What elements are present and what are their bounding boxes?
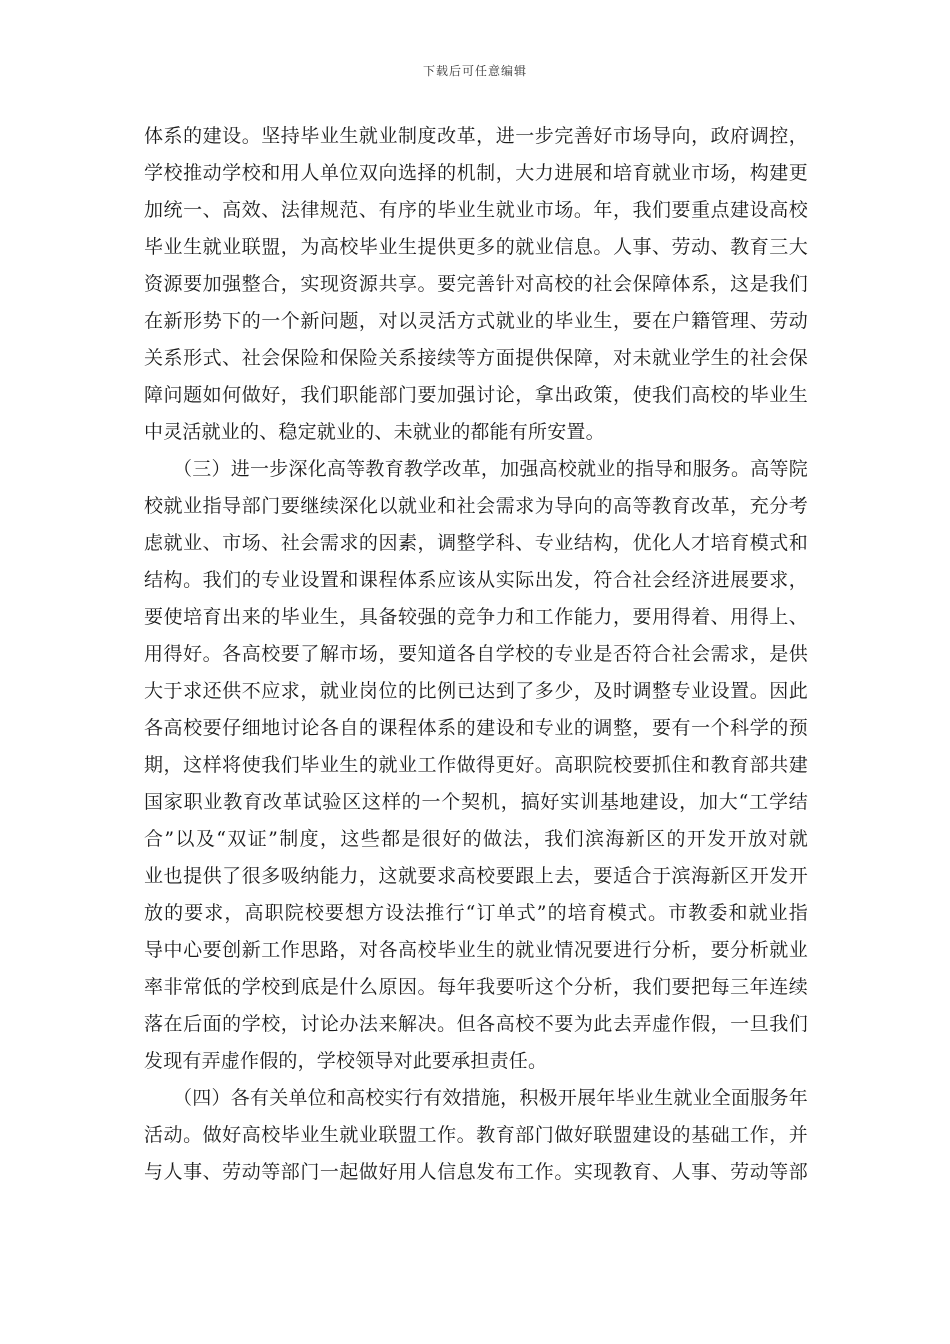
text-line: 结构。我们的专业设置和课程体系应该从实际出发，符合社会经济进展要求，	[144, 569, 808, 591]
text-line: 落在后面的学校，讨论办法来解决。但各高校不要为此去弄虚作假，一旦我们	[144, 1013, 808, 1035]
text-line: 大于求还供不应求，就业岗位的比例已达到了多少，及时调整专业设置。因此	[144, 680, 808, 702]
text-line: 虑就业、市场、社会需求的因素，调整学科、专业结构，优化人才培育模式和	[144, 532, 808, 554]
text-line: 活动。做好高校毕业生就业联盟工作。教育部门做好联盟建设的基础工作，并	[144, 1124, 808, 1146]
text-line: 用得好。各高校要了解市场，要知道各自学校的专业是否符合社会需求，是供	[144, 643, 808, 665]
text-line: 率非常低的学校到底是什么原因。每年我要听这个分析，我们要把每三年连续	[144, 976, 808, 998]
text-line: 障问题如何做好，我们职能部门要加强讨论，拿出政策，使我们高校的毕业生	[144, 384, 808, 406]
text-line: 中灵活就业的、稳定就业的、未就业的都能有所安置。	[144, 421, 605, 443]
text-line: 放的要求，高职院校要想方设法推行“订单式”的培育模式。市教委和就业指	[144, 902, 808, 924]
text-line: 毕业生就业联盟，为高校毕业生提供更多的就业信息。人事、劳动、教育三大	[144, 236, 808, 258]
text-line: 要使培育出来的毕业生，具备较强的竞争力和工作能力，要用得着、用得上、	[144, 606, 808, 628]
text-line: （三）进一步深化高等教育教学改革，加强高校就业的指导和服务。高等院	[144, 458, 808, 480]
header-note: 下载后可任意编辑	[422, 64, 527, 78]
text-line: 期，这样将使我们毕业生的就业工作做得更好。高职院校要抓住和教育部共建	[144, 754, 808, 776]
text-line: （四）各有关单位和高校实行有效措施，积极开展年毕业生就业全面服务年	[144, 1087, 808, 1109]
text-line: 国家职业教育改革试验区这样的一个契机，搞好实训基地建设，加大“工学结	[144, 791, 808, 813]
text-line: 导中心要创新工作思路，对各高校毕业生的就业情况要进行分析，要分析就业	[144, 939, 808, 961]
text-line: 校就业指导部门要继续深化以就业和社会需求为导向的高等教育改革，充分考	[144, 495, 808, 517]
text-line: 发现有弄虚作假的，学校领导对此要承担责任。	[144, 1050, 548, 1072]
document-body	[144, 118, 808, 1191]
text-line: 体系的建设。坚持毕业生就业制度改革，进一步完善好市场导向，政府调控，	[144, 125, 808, 147]
text-line: 加统一、高效、法律规范、有序的毕业生就业市场。年，我们要重点建设高校	[144, 199, 808, 221]
text-line: 合”以及“双证”制度，这些都是很好的做法，我们滨海新区的开发开放对就	[144, 828, 808, 850]
text-line: 与人事、劳动等部门一起做好用人信息发布工作。实现教育、人事、劳动等部	[144, 1161, 808, 1183]
text-line: 业也提供了很多吸纳能力，这就要求高校要跟上去，要适合于滨海新区开发开	[144, 865, 808, 887]
text-line: 各高校要仔细地讨论各自的课程体系的建设和专业的调整，要有一个科学的预	[144, 717, 808, 739]
text-line: 关系形式、社会保险和保险关系接续等方面提供保障，对未就业学生的社会保	[144, 347, 808, 369]
text-line: 学校推动学校和用人单位双向选择的机制，大力进展和培育就业市场，构建更	[144, 162, 808, 184]
text-line: 资源要加强整合，实现资源共享。要完善针对高校的社会保障体系，这是我们	[144, 273, 808, 295]
text-line: 在新形势下的一个新问题，对以灵活方式就业的毕业生，要在户籍管理、劳动	[144, 310, 808, 332]
